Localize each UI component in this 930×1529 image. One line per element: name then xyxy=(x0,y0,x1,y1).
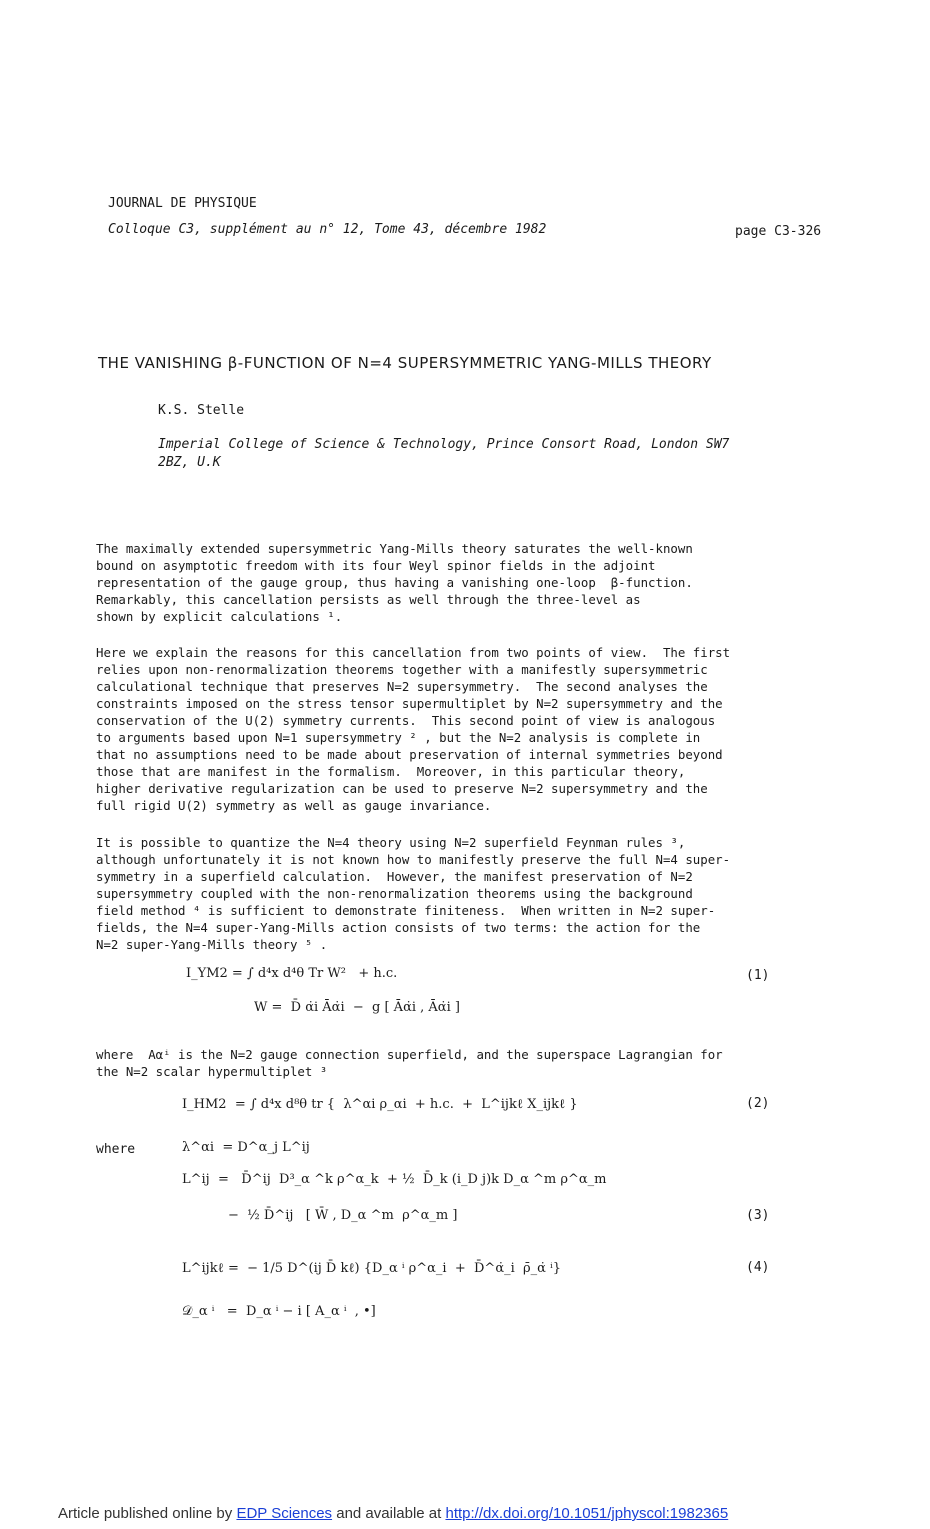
publisher-link[interactable]: EDP Sciences xyxy=(236,1505,333,1522)
footer-middle: and available at xyxy=(332,1505,446,1522)
equation-3b: − ½ D̄^ij [ W̄ , D_α ^m ρ^α_m ] xyxy=(228,1208,458,1223)
journal-name: JOURNAL DE PHYSIQUE xyxy=(108,196,257,211)
equation-1a: I_YM2 = ∫ d⁴x d⁴θ Tr W² + h.c. xyxy=(186,966,398,981)
paragraph-quantization: It is possible to quantize the N=4 theory using N=2 superfield Feynman rules ³, although unfortunately it is not known how to manifestly preserve the full N=4 super- symmetry in a superfield calculation. However, the manifest preservation of N=2 supersymmetry coupled with the non-renormalization theorems using the background field method ⁴ is sufficient to demonstrate finiteness. When written in N=2 super- fields, the N=4 super-Yang-Mills action consists of two terms: the action for the N=2 super-Yang-Mills theory ⁵ . xyxy=(96,835,731,952)
footer-prefix: Article published online by xyxy=(58,1505,237,1522)
author-name: K.S. Stelle xyxy=(158,403,245,418)
paragraph-intro: The maximally extended supersymmetric Yang-Mills theory saturates the well-known bound on asymptotic freedom with its four Weyl spinor fields in the adjoint representation of the gauge group, thus having a vanishing one-loop β-function. Remarkably, this cancellation persists as well through the three-level as shown by explicit calculations ¹. xyxy=(96,541,693,624)
equation-2: I_HM2 = ∫ d⁴x d⁸θ tr { λ^αi ρ_αi + h.c. + L^ijkℓ X_ijkℓ } xyxy=(182,1097,578,1112)
equation-number-4: (4) xyxy=(746,1260,770,1275)
colloque-line: Colloque C3, supplément au n° 12, Tome 43, décembre 1982 xyxy=(108,222,547,237)
paragraph-connection: where Aαⁱ is the N=2 gauge connection superfield, and the superspace Lagrangian for the N=2 scalar hypermultiplet ³ xyxy=(96,1047,723,1079)
equation-number-2: (2) xyxy=(746,1096,770,1111)
page-number: page C3-326 xyxy=(735,224,822,239)
paragraph-reasons: Here we explain the reasons for this cancellation from two points of view. The first relies upon non-renormalization theorems together with a manifestly supersymmetric calculational technique that preserves N=2 supersymmetry. The second analyses the constraints imposed on the stress tensor supermultiplet by N=2 supersymmetry and the conservation of the U(2) symmetry currents. This second point of view is analogous to arguments based upon N=1 supersymmetry ² , but the N=2 analysis is complete in that no assumptions need to be made about preservation of internal symmetries beyond those that are manifest in the formalism. Moreover, in this particular theory, higher derivative regularization can be used to preserve N=2 supersymmetry and the full rigid U(2) symmetry as well as gauge invariance. xyxy=(96,645,731,813)
equation-number-1: (1) xyxy=(746,968,770,983)
where-label: where xyxy=(96,1142,136,1157)
equation-1b: W = D̄ α̇i Āα̇i − g [ Āα̇i , Āα̇i ] xyxy=(254,1000,460,1015)
equation-3a: L^ij = D̄^ij D³_α ^k ρ^α_k + ½ D̄_k (i_D j)k D_α ^m ρ^α_m xyxy=(182,1172,607,1187)
publication-footer xyxy=(58,1505,728,1522)
affiliation-line-1: Imperial College of Science & Technology, Prince Consort Road, London SW7 xyxy=(158,437,730,452)
affiliation-line-2: 2BZ, U.K xyxy=(158,455,221,470)
doi-link[interactable]: http://dx.doi.org/10.1051/jphyscol:1982365 xyxy=(445,1505,729,1522)
equation-number-3: (3) xyxy=(746,1208,770,1223)
equation-covariant-derivative: 𝒟_α ⁱ = D_α ⁱ − i [ A_α ⁱ , •] xyxy=(182,1304,376,1319)
equation-4: L^ijkℓ = − 1/5 D^(ij D̄ kℓ) {D_α ⁱ ρ^α_i + D̄^α̇_i ρ̄_α̇ ⁱ} xyxy=(182,1261,561,1276)
equation-lambda: λ^αi = D^α_j L^ij xyxy=(182,1140,310,1155)
paper-title: THE VANISHING β-FUNCTION OF N=4 SUPERSYMMETRIC YANG-MILLS THEORY xyxy=(98,354,712,372)
